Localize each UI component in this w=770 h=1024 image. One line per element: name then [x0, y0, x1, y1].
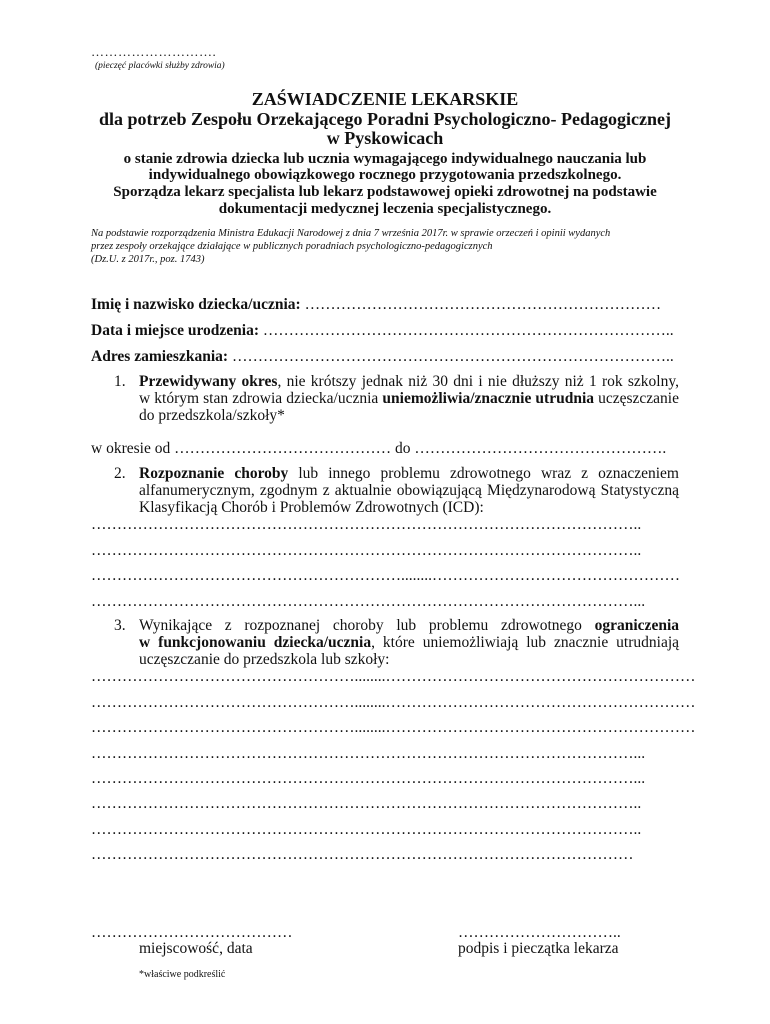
footnote: *właściwe podkreślić: [139, 969, 226, 980]
item-3-line-3: uczęszczanie do przedszkola lub szkoły:: [139, 651, 390, 668]
limitations-input-line-5[interactable]: ……………………………………………………………………………………………...: [91, 770, 646, 787]
limitations-input-line-3[interactable]: ……………………………………………........……………………………………………………: [91, 719, 696, 736]
item-1-heading: Przewidywany okres: [139, 373, 278, 390]
limitations-input-line-7[interactable]: ……………………………………………………………………………………………..: [91, 821, 642, 838]
stamp-label: (pieczęć placówki służby zdrowia): [95, 61, 225, 71]
item-1-line-1: [139, 373, 679, 391]
limitations-input-line-8[interactable]: ……………………………………………………………………………………………: [91, 846, 634, 863]
diagnosis-input-line-2[interactable]: ……………………………………………………………………………………………..: [91, 542, 642, 559]
place-date-dots[interactable]: …………………………………: [91, 924, 293, 941]
item-2-number: 2.: [114, 465, 126, 482]
limitations-input-line-1[interactable]: ……………………………………………........……………………………………………………: [91, 668, 696, 685]
diagnosis-input-line-1[interactable]: ……………………………………………………………………………………………..: [91, 516, 642, 533]
place-date-label: miejscowość, data: [139, 940, 253, 957]
stamp-placeholder-dots[interactable]: ……………………….: [91, 44, 217, 59]
title-line-3: w Pyskowicach: [326, 128, 444, 148]
child-name-input-dots[interactable]: ……………………………………………………………: [300, 296, 662, 313]
item-2-text-1: lub innego problemu zdrowotnego wraz z oznaczeniem: [288, 465, 679, 482]
subtitle-line-1: o stanie zdrowia dziecka lub ucznia wymagającego indywidualnego nauczania lub: [123, 151, 647, 167]
limitations-input-line-6[interactable]: ……………………………………………………………………………………………..: [91, 795, 642, 812]
item-3-heading-2: w funkcjonowaniu dziecka/ucznia: [139, 634, 372, 651]
limitations-input-line-2[interactable]: ……………………………………………........……………………………………………………: [91, 694, 696, 711]
birth-label: Data i miejsce urodzenia:: [91, 322, 260, 339]
item-3-number: 3.: [114, 617, 126, 634]
item-3-heading-1: ograniczenia: [594, 617, 679, 634]
limitations-input-line-4[interactable]: ……………………………………………………………………………………………...: [91, 745, 646, 762]
item-3-line-1: [139, 617, 679, 635]
address-label: Adres zamieszkania:: [91, 348, 229, 365]
child-name-field: [91, 296, 661, 314]
diagnosis-input-line-4[interactable]: ……………………………………………………………………………………………...: [91, 593, 646, 610]
item-2-heading: Rozpoznanie choroby: [139, 465, 289, 482]
legal-basis-line-1: Na podstawie rozporządzenia Ministra Edukacji Narodowej z dnia 7 września 2017r. w sprawie orzeczeń i opinii wydanych: [91, 228, 611, 239]
item-2-line-1: [139, 465, 679, 483]
legal-basis-line-3: (Dz.U. z 2017r., poz. 1743): [91, 254, 205, 265]
item-1-number: 1.: [114, 373, 126, 390]
subtitle-line-3: Sporządza lekarz specjalista lub lekarz podstawowej opieki zdrowotnej na podstawie: [113, 184, 657, 200]
item-1-text-2b: uczęszczanie: [594, 390, 679, 407]
item-2-line-3: Klasyfikacją Chorób i Problemów Zdrowotnych (ICD):: [139, 499, 484, 516]
item-1-line-2: [139, 390, 679, 408]
birth-field: [91, 322, 674, 340]
signature-label: podpis i pieczątka lekarza: [458, 940, 619, 957]
item-1-text-2a: w którym stan zdrowia dziecka/ucznia: [139, 390, 383, 407]
child-name-label: Imię i nazwisko dziecka/ucznia:: [91, 296, 301, 313]
item-2-line-2: alfanumerycznym, zgodnym z aktualnie obowiązującą Międzynarodową Statystyczną: [139, 482, 679, 499]
item-1-line-3: do przedszkola/szkoły*: [139, 407, 285, 424]
subtitle-line-2: indywidualnego obowiązkowego rocznego przygotowania przedszkolnego.: [148, 167, 622, 183]
item-3-text-2: , które uniemożliwiają lub znacznie utrudniają: [371, 634, 680, 651]
item-3-line-2: [139, 634, 679, 652]
birth-input-dots[interactable]: ……………………………………………………………………..: [259, 322, 674, 339]
address-input-dots[interactable]: …………………………………………………………………………..: [228, 348, 674, 365]
subtitle-line-4: dokumentacji medycznej leczenia specjalistycznego.: [218, 201, 552, 217]
title-line-2: dla potrzeb Zespołu Orzekającego Poradni Psychologiczno- Pedagogicznej: [99, 109, 671, 129]
period-field[interactable]: w okresie od …………………………………… do ………………………………………….: [91, 440, 667, 457]
signature-dots[interactable]: …………………………..: [458, 924, 621, 941]
document-title: ZAŚWIADCZENIE LEKARSKIE: [251, 89, 519, 109]
address-field: [91, 348, 674, 366]
item-3-text-1: Wynikające z rozpoznanej choroby lub problemu zdrowotnego: [139, 617, 595, 634]
item-1-choice[interactable]: uniemożliwia/znacznie utrudnia: [382, 390, 595, 407]
item-1-text-1: , nie krótszy jednak niż 30 dni i nie dłuższy niż 1 rok szkolny,: [277, 373, 679, 390]
diagnosis-input-line-3[interactable]: ……………………………………………………........…………………………………………: [91, 567, 680, 584]
legal-basis-line-2: przez zespoły orzekające działające w publicznych poradniach psychologiczno-pedagogicznych: [91, 241, 493, 252]
